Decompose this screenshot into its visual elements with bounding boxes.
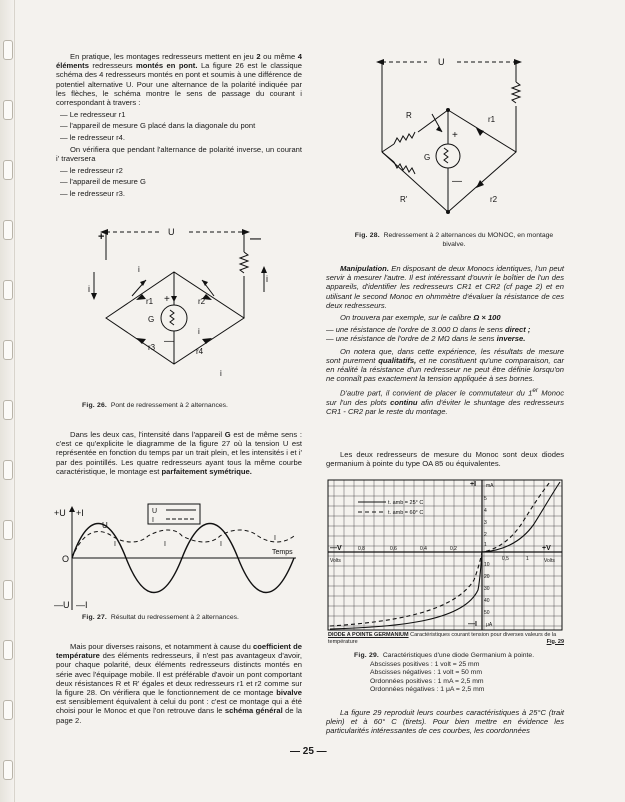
fig28-plus: +	[452, 130, 458, 141]
fig27-i-label: I	[274, 535, 276, 542]
paragraph: — une résistance de l'ordre de 2 MΩ dans le sens inverse.	[326, 334, 526, 344]
fig26-plus: +	[98, 231, 105, 243]
fig29-ytick: 4	[484, 508, 487, 514]
binding-hole	[3, 220, 13, 240]
fig27-legend-u: U	[152, 508, 158, 515]
fig27-temps: Temps	[272, 549, 293, 556]
fig26-caption: Fig. 26. Pont de redressement à 2 alternances.	[82, 402, 228, 409]
fig27-plus-u: +U	[54, 508, 66, 518]
fig27-i-label: I	[220, 541, 222, 548]
fig28-g: G	[424, 153, 431, 162]
fig29-xtick: 0,6	[390, 546, 397, 552]
fig29-xtick: 0,2	[450, 546, 457, 552]
fig26-i-right: i	[266, 274, 268, 284]
list-item: — l'appareil de mesure G placé dans la diagonale du pont	[56, 121, 302, 130]
binding-hole	[3, 40, 13, 60]
bottom-right-text	[326, 708, 564, 739]
fig28-caption: Fig. 28. Redressement à 2 alternances du MONOC, en montage bivalve.	[354, 232, 554, 248]
fig29-ytick: 10	[484, 562, 490, 568]
fig29-volts-right: Volts	[544, 558, 555, 564]
fig26-r1: r1	[146, 297, 154, 306]
binding-hole	[3, 280, 13, 300]
fig27-plus-i: +I	[76, 508, 84, 518]
fig29-legend-60: t. amb = 60° C	[388, 510, 424, 516]
binding-hole	[3, 760, 13, 780]
paragraph: On notera que, dans cette expérience, les résultats de mesure sont purement qualitatifs, et ne constituent qu'une comparaison, car en réalité la résistance d'un redresseur ne peut être définie lorsqu'on ne connaît pas exactement la tension appliquée à ses bornes.	[326, 346, 564, 384]
binding-hole	[3, 700, 13, 720]
paragraph: D'autre part, il convient de placer le commutateur du 1er Monoc sur l'un des plots continu afin d'éviter le shuntage des redresseurs CR1 - CR2 par le reste du montage.	[326, 387, 565, 417]
fig26-r4: r4	[196, 347, 204, 356]
fig29-minus-v: —V	[330, 545, 342, 552]
binding-hole	[3, 340, 13, 360]
list-item: — Le redresseur r1	[56, 110, 302, 119]
right-text-block	[326, 264, 564, 420]
fig29-plus-i: +I	[470, 481, 477, 488]
left-text-block	[56, 52, 302, 201]
fig28-minus: —	[452, 176, 462, 187]
list-current-path	[56, 110, 302, 142]
fig28-r: R	[406, 111, 412, 120]
fig27-minus-u: —U	[54, 600, 70, 610]
fig29-ytick: 30	[484, 586, 490, 592]
fig29-ytick: 5	[484, 496, 487, 502]
fig29-ytick: 3	[484, 520, 487, 526]
fig29-xtick: 1	[526, 556, 529, 562]
fig29-ytick: 40	[484, 598, 490, 604]
fig29-ua: μA	[486, 622, 493, 628]
paragraph: En pratique, les montages redresseurs mettent en jeu 2 ou même 4 éléments redresseurs montés en pont. La figure 26 est le classique schéma des 4 redresseurs montés en pont et soumis à une différence de potentiel alternative U. Pour une alternance de la polarité indiquée par les flèches, le schéma montre le sens de passage du courant i correspondant à travers :	[56, 52, 303, 108]
fig29-label: Fig. 29	[546, 638, 564, 645]
fig26-center-plus: +	[164, 294, 170, 305]
fig26-r2: r2	[198, 297, 206, 306]
fig29-ytick: 20	[484, 574, 490, 580]
fig28-u: U	[438, 57, 445, 67]
list-item: — le redresseur r2	[56, 166, 302, 175]
fig26-g: G	[148, 315, 155, 324]
binding-hole	[3, 460, 13, 480]
fig26-center-minus: —	[164, 336, 174, 347]
fig29-scale-line: Abscisses négatives : 1 volt = 50 mm	[370, 669, 483, 676]
fig27-caption: Fig. 27. Résultat du redressement à 2 alternances.	[82, 614, 239, 621]
fig29-title: DIODE A POINTE GERMANIUM	[328, 632, 409, 638]
binding-hole	[3, 580, 13, 600]
fig26-r3: r3	[148, 343, 156, 352]
fig26-top-i: i	[138, 265, 140, 274]
paragraph: Mais pour diverses raisons, et notamment à cause du coefficient de température des éléments redresseurs, il n'est pas avantageux d'avoir, pour chaque polarité, deux éléments redresseurs distincts montés en série avec l'équipage mobile. Il est préférable d'avoir un pont comportant deux résistances R et R' égales et deux redresseurs r1 et r2 comme sur la figure 28. On vérifiera que le fonctionnement de ce montage bivalve est sensiblement équivalent à celui du pont : c'est ce montage qui a été choisi pour le Monoc et que l'on retrouve dans le schéma général de la page 2.	[56, 642, 303, 725]
binding-hole	[3, 640, 13, 660]
fig27-i-label: I	[164, 541, 166, 548]
fig29-diode-characteristic	[324, 480, 566, 640]
list-item: — le redresseur r4.	[56, 133, 302, 142]
fig29-ma: mA	[486, 483, 494, 489]
right-text-diodes	[326, 450, 564, 471]
list-item: — le redresseur r3.	[56, 189, 302, 198]
fig27-legend-i: I	[152, 517, 154, 524]
paragraph: On trouvera par exemple, sur le calibre Ω × 100	[340, 313, 501, 323]
binding-hole	[3, 520, 13, 540]
fig29-subtitle: Caractéristiques courant tension pour diverses valeurs de la température	[328, 632, 557, 645]
fig29-scale-line: Abscisses positives : 1 volt = 25 mm	[370, 660, 480, 668]
binding-hole	[3, 100, 13, 120]
list-item: — l'appareil de mesure G	[56, 177, 302, 186]
fig29-scale-line: Ordonnées négatives : 1 μA = 2,5 mm	[370, 686, 485, 693]
fig28-rp: R'	[400, 195, 408, 204]
fig26-minus: —	[250, 233, 261, 245]
page-number: — 25 —	[290, 746, 327, 757]
paragraph: On vérifiera que pendant l'alternance de polarité inverse, un courant i' traversera	[56, 144, 302, 164]
fig29-scale-line: Ordonnées positives : 1 mA = 2,5 mm	[370, 677, 484, 685]
binding-margin	[0, 0, 15, 802]
fig29-ytick: 2	[484, 532, 487, 538]
fig26-inner-i: i	[198, 327, 200, 336]
fig29-xtick: 0,8	[358, 546, 365, 552]
fig29-plus-v: +V	[542, 545, 551, 552]
fig29-xtick: 0,5	[502, 556, 509, 562]
paragraph: Manipulation. En disposant de deux Monocs identiques, l'un peut servir à mesurer l'autre. Il est intéressant d'ouvrir le boîtier de l'un des appareils, d'identifier les redresseurs CR1 et CR2 (cf page 2) et en utilisant le second Monoc en ohmmètre d'évaluer la résistance de ces deux redresseurs.	[326, 264, 564, 310]
paragraph: La figure 29 reproduit leurs courbes caractéristiques à 25°C (trait plein) et à 60° C (tirets). Pour bien mettre en évidence les particularités intéressantes de ces courbes, les coordonnées	[326, 708, 564, 736]
paragraph: Dans les deux cas, l'intensité dans l'appareil G est de même sens : c'est ce qu'explicite le diagramme de la figure 27 où la tension U est représentée en fonction du temps par un trait plein, et les intensités i et i' par des pointillés. Les quatre redresseurs ayant tous la même courbe caractéristique, le montage est parfaitement symétrique.	[56, 430, 303, 476]
fig26-i: i	[88, 284, 90, 294]
fig29-xtick: 0,4	[420, 546, 427, 552]
fig27-waveform-diagram	[52, 502, 302, 612]
fig26-bottom-i: i	[220, 369, 222, 378]
fig29-minus-i: —I	[468, 621, 477, 628]
paragraph: — une résistance de l'ordre de 3.000 Ω dans le sens direct ;	[326, 325, 531, 335]
fig26-u: U	[168, 227, 175, 237]
fig28-r2: r2	[490, 195, 498, 204]
fig26-bridge-diagram	[84, 222, 284, 400]
fig29-title-block	[328, 632, 564, 645]
fig29-legend-25: t. amb = 25° C	[388, 500, 424, 506]
binding-hole	[3, 400, 13, 420]
fig27-u-label: U	[102, 521, 108, 530]
binding-hole	[3, 160, 13, 180]
fig27-minus-i: —I	[76, 600, 88, 610]
fig29-ytick: 1	[484, 542, 487, 548]
fig29-volts-left: Volts	[330, 558, 341, 564]
fig29-caption: Fig. 29. Caractéristiques d'une diode Germanium à pointe. Abscisses positives : 1 volt = 25 mm Abscisses négatives : 1 volt = 50 mm Ordonnées positives : 1 mA = 2,5 mm Ordonnées négatives : 1 μA = 2,5 mm	[354, 652, 554, 695]
fig27-i-label: I	[114, 541, 116, 548]
paragraph: Les deux redresseurs de mesure du Monoc sont deux diodes germanium à pointe du type OA 85 ou équivalentes.	[326, 450, 564, 469]
list-inverse-path	[56, 166, 302, 198]
mid-text-block	[56, 430, 302, 479]
fig28-r1: r1	[488, 115, 496, 124]
fig29-ytick: 50	[484, 610, 490, 616]
fig27-origin: O	[62, 554, 70, 564]
fig28-bivalve-diagram	[372, 52, 532, 226]
bottom-left-text	[56, 642, 302, 728]
